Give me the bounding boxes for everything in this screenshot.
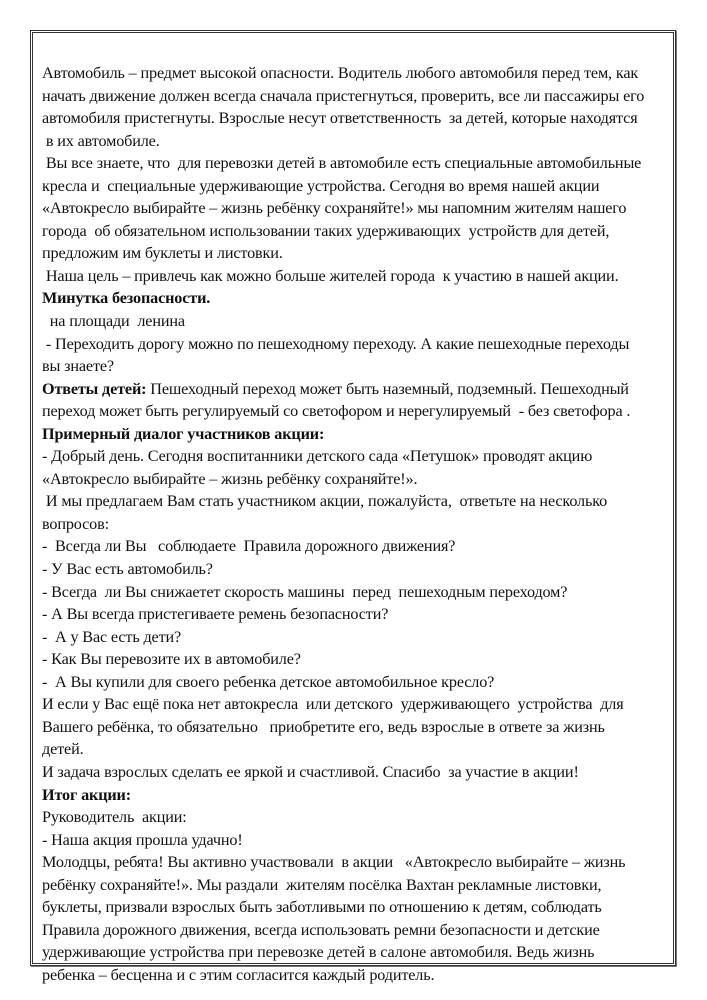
line-text: вы знаете? — [42, 357, 114, 376]
bold-heading: Ответы детей: — [42, 379, 147, 398]
text-line — [42, 671, 682, 694]
line-text: И если у Вас ещё пока нет автокресла или детского удерживающего устройства для — [42, 695, 624, 714]
line-text: города об обязательном использовании таких удерживающих устройств для детей, — [42, 221, 610, 240]
line-text: Пешеходный переход может быть наземный, подземный. Пешеходный — [146, 379, 629, 398]
text-line — [42, 851, 682, 874]
line-text: - Всегда ли Вы снижаетет скорость машины перед пешеходным переходом? — [42, 582, 568, 601]
text-line — [42, 242, 682, 265]
line-text: - А Вы всегда пристегиваете ремень безопасности? — [42, 605, 389, 624]
text-line — [42, 829, 682, 852]
text-line — [42, 468, 682, 491]
text-line — [42, 874, 682, 897]
line-text: И задача взрослых сделать ее яркой и счастливой. Спасибо за участие в акции! — [42, 762, 579, 781]
text-line — [42, 896, 682, 919]
text-line — [42, 152, 682, 175]
text-line — [42, 445, 682, 468]
document-body — [42, 62, 682, 986]
text-line — [42, 558, 682, 581]
line-text: - Как Вы перевозите их в автомобиле? — [42, 650, 301, 669]
bold-heading: Итог акции: — [42, 785, 131, 804]
text-line — [42, 400, 682, 423]
line-text: Правила дорожного движения, всегда использовать ремни безопасности и детские — [42, 920, 600, 939]
text-line — [42, 513, 682, 536]
line-text: детей. — [42, 740, 84, 759]
line-text: «Автокресло выбирайте – жизнь ребёнку сохраняйте!». — [42, 469, 418, 488]
line-text: автомобиля пристегнуты. Взрослые несут ответственность за детей, которые находятся — [42, 109, 638, 128]
heading-line — [42, 423, 682, 446]
line-text: буклеты, призвали взрослых быть заботливыми по отношению к детям, соблюдать — [42, 898, 602, 917]
text-line — [42, 806, 682, 829]
text-line — [42, 490, 682, 513]
bold-heading: Примерный диалог участников акции: — [42, 424, 325, 443]
line-text: - Добрый день. Сегодня воспитанники детского сада «Петушок» проводят акцию — [42, 447, 593, 466]
line-text: «Автокресло выбирайте – жизнь ребёнку сохраняйте!» мы напомним жителям нашего — [42, 199, 627, 218]
text-line — [42, 310, 682, 333]
text-line — [42, 716, 682, 739]
line-text: Руководитель акции: — [42, 808, 187, 827]
line-text: Наша цель – привлечь как можно больше жителей города к участию в нашей акции. — [42, 266, 619, 285]
line-text: - Переходить дорогу можно по пешеходному переходу. А какие пешеходные переходы — [42, 334, 630, 353]
text-line — [42, 761, 682, 784]
text-line — [42, 581, 682, 604]
line-text: начать движение должен всегда сначала пристегнуться, проверить, все ли пассажиры его — [42, 86, 645, 105]
text-line — [42, 85, 682, 108]
text-line — [42, 964, 682, 987]
text-line — [42, 603, 682, 626]
text-line — [42, 62, 682, 85]
text-line — [42, 693, 682, 716]
line-text: Вы все знаете, что для перевозки детей в автомобиле есть специальные автомобильные — [42, 154, 642, 173]
heading-line — [42, 784, 682, 807]
line-text: - Наша акция прошла удачно! — [42, 830, 243, 849]
text-line — [42, 220, 682, 243]
line-text: Молодцы, ребята! Вы активно участвовали в акции «Автокресло выбирайте – жизнь — [42, 853, 626, 872]
heading-line — [42, 378, 682, 401]
text-line — [42, 130, 682, 153]
line-text: ребенка – бесценна и с этим согласится каждый родитель. — [42, 965, 435, 984]
line-text: - У Вас есть автомобиль? — [42, 560, 213, 579]
text-line — [42, 355, 682, 378]
text-line — [42, 197, 682, 220]
line-text: удерживающие устройства при перевозке детей в салоне автомобиля. Ведь жизнь — [42, 943, 595, 962]
line-text: - Всегда ли Вы соблюдаете Правила дорожного движения? — [42, 537, 456, 556]
line-text: на площади ленина — [42, 312, 185, 331]
text-line — [42, 175, 682, 198]
line-text: кресла и специальные удерживающие устройства. Сегодня во время нашей акции — [42, 176, 600, 195]
heading-line — [42, 287, 682, 310]
text-line — [42, 535, 682, 558]
line-text: - А Вы купили для своего ребенка детское автомобильное кресло? — [42, 672, 495, 691]
line-text: вопросов: — [42, 514, 109, 533]
text-line — [42, 333, 682, 356]
line-text: Автомобиль – предмет высокой опасности. Водитель любого автомобиля перед тем, как — [42, 64, 639, 82]
line-text: Вашего ребёнка, то обязательно приобретите его, ведь взрослые в ответе за жизнь — [42, 717, 605, 736]
line-text: предложим им буклеты и листовки. — [42, 244, 283, 263]
line-text: в их автомобиле. — [42, 131, 160, 150]
text-line — [42, 648, 682, 671]
text-line — [42, 738, 682, 761]
line-text: ребёнку сохраняйте!». Мы раздали жителям посёлка Вахтан рекламные листовки, — [42, 875, 602, 894]
text-line — [42, 941, 682, 964]
text-line — [42, 265, 682, 288]
text-line — [42, 626, 682, 649]
line-text: переход может быть регулируемый со светофором и нерегулируемый - без светофора . — [42, 402, 631, 421]
line-text: - А у Вас есть дети? — [42, 627, 182, 646]
text-line — [42, 919, 682, 942]
line-text: И мы предлагаем Вам стать участником акции, пожалуйста, ответьте на несколько — [42, 492, 608, 511]
text-line — [42, 107, 682, 130]
bold-heading: Минутка безопасности. — [42, 289, 211, 308]
